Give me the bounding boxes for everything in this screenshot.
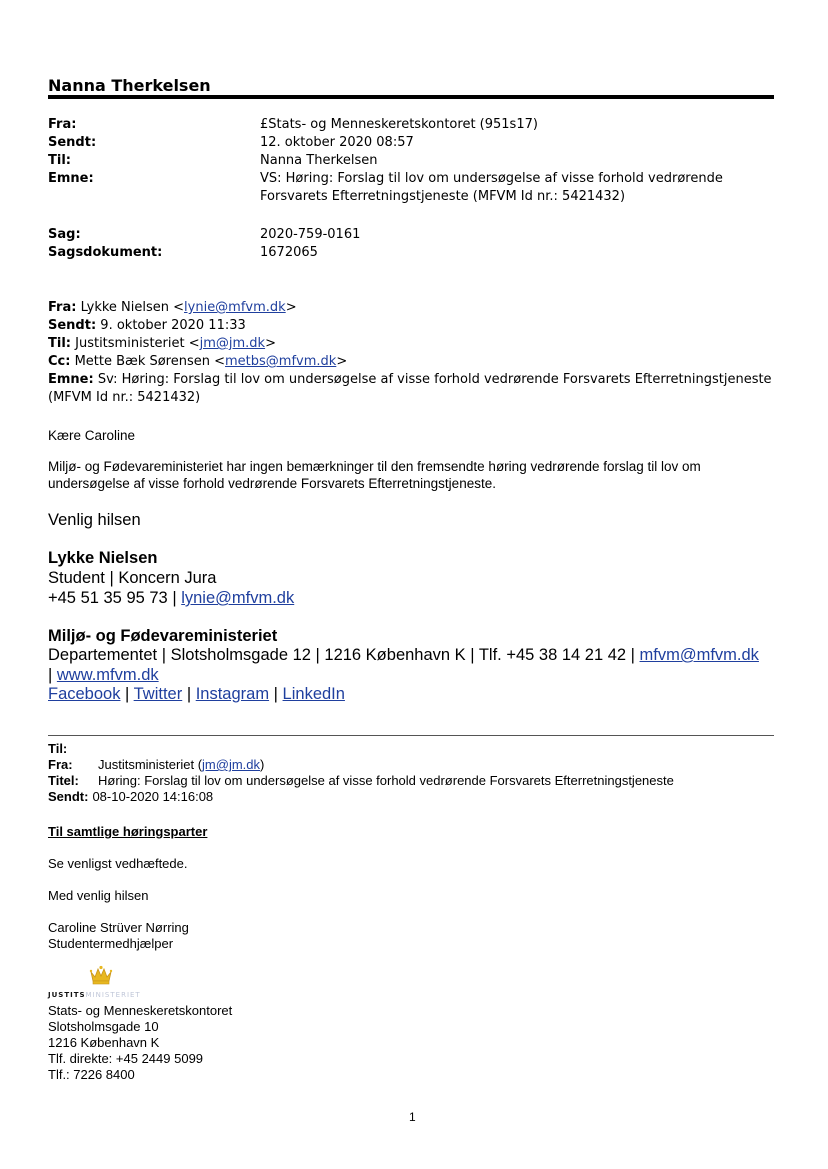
separator: | [48,666,57,684]
signature-title: Student | Koncern Jura [48,569,217,587]
org-name: Miljø- og Fødevareministeriet [48,627,278,645]
original-til-label: Til: [48,741,68,756]
forward-sendt-line [48,317,778,335]
forward-fra-label: Fra: [48,300,77,315]
separator: | [182,685,196,703]
meta-label: Sagsdokument: [48,245,163,260]
reply-greeting: Kære Caroline [48,428,136,443]
signature-email-link[interactable]: lynie@mfvm.dk [181,589,295,607]
twitter-link[interactable]: Twitter [133,685,183,703]
meta-label: Sag: [48,227,81,242]
forward-header [48,299,778,407]
divider [48,735,774,736]
original-fra-label: Fra: [48,757,73,772]
crown-icon [88,965,114,990]
instagram-link[interactable]: Instagram [195,685,270,703]
forward-sendt-label: Sendt: [48,318,97,333]
meta-value: VS: Høring: Forslag til lov om undersøgelse af visse forhold vedrørende Forsvarets Efterretningstjeneste (MFVM Id nr.: 5421432) [260,171,723,204]
original-sendt-value: 08-10-2020 14:16:08 [92,789,214,804]
office-city: 1216 København K [48,1035,160,1050]
facebook-link[interactable]: Facebook [48,685,121,703]
ministry-logo [48,991,141,999]
signature-phone: +45 51 35 95 73 | [48,589,182,607]
original-closing: Med venlig hilsen [48,888,149,903]
forward-til-name: Justitsministeriet < [75,336,200,351]
signature-name: Lykke Nielsen [48,549,158,567]
signature-contact [48,588,294,608]
org-email-link[interactable]: mfvm@mfvm.dk [639,646,759,664]
sender-name-title: Nanna Therkelsen [48,76,211,95]
page-number: 1 [409,1110,416,1124]
bracket: ) [260,757,265,772]
office-phone: Tlf.: 7226 8400 [48,1067,135,1082]
original-sendt-label: Sendt: [48,789,89,804]
bracket: > [336,354,348,369]
original-fra-value: Justitsministeriet ( [98,757,203,772]
forward-sendt-value: 9. oktober 2020 11:33 [100,318,246,333]
reply-closing: Venlig hilsen [48,511,141,529]
org-web-link[interactable]: www.mfvm.dk [56,666,159,684]
forward-emne-value: Sv: Høring: Forslag til lov om undersøgelse af visse forhold vedrørende Forsvarets Efterretningstjeneste (MFVM Id nr.: 5421432) [48,372,772,405]
original-titel-label: Titel: [48,773,79,788]
separator: | [120,685,134,703]
email-link[interactable]: metbs@mfvm.dk [225,354,337,369]
org-address-line [48,645,759,665]
logo-text-bold: JUSTITS [48,991,86,999]
separator: | [269,685,283,703]
meta-label: Fra: [48,117,77,132]
meta-value: 2020-759-0161 [260,227,361,242]
meta-label: Emne: [48,171,94,186]
meta-value: £Stats- og Menneskeretskontoret (951s17) [260,117,538,132]
email-link[interactable]: jm@jm.dk [202,757,261,772]
social-links [48,684,345,704]
meta-label: Sendt: [48,135,97,150]
recipients-heading: Til samtlige høringsparter [48,824,208,839]
original-titel-value: Høring: Forslag til lov om undersøgelse af visse forhold vedrørende Forsvarets Efterretningstjeneste [98,773,674,788]
forward-emne-line [48,371,778,407]
org-web-line [48,665,159,685]
bracket: > [265,336,276,351]
office-street: Slotsholmsgade 10 [48,1019,159,1034]
forward-emne-label: Emne: [48,372,94,387]
forward-fra-line [48,299,778,317]
meta-value: Nanna Therkelsen [260,153,378,168]
attachment-note: Se venligst vedhæftede. [48,856,188,871]
email-link[interactable]: jm@jm.dk [199,336,266,351]
forward-cc-name: Mette Bæk Sørensen < [74,354,226,369]
forward-fra-name: Lykke Nielsen < [80,300,185,315]
forward-til-line [48,335,778,353]
meta-value: 1672065 [260,245,318,260]
header-rule [48,95,774,99]
original-sendt-line [48,789,213,805]
meta-label: Til: [48,153,71,168]
original-sender-title: Studentermedhjælper [48,936,174,951]
linkedin-link[interactable]: LinkedIn [282,685,345,703]
email-link[interactable]: lynie@mfvm.dk [184,300,286,315]
office-phone-direct: Tlf. direkte: +45 2449 5099 [48,1051,204,1066]
original-til-line [48,741,98,757]
reply-body: Miljø- og Fødevareministeriet har ingen bemærkninger til den fremsendte høring vedrørende forslag til lov om undersøgelse af visse forhold vedrørende Forsvarets Efterretningstjeneste. [48,459,701,491]
forward-cc-label: Cc: [48,354,71,369]
meta-value: 12. oktober 2020 08:57 [260,135,414,150]
original-titel-line [48,773,674,789]
forward-cc-line [48,353,778,371]
forward-til-label: Til: [48,336,71,351]
original-sender-name: Caroline Strüver Nørring [48,920,189,935]
logo-text-light: MINISTERIET [85,991,141,999]
original-fra-line [48,757,264,773]
office-name: Stats- og Menneskeretskontoret [48,1003,233,1018]
org-address: Departementet | Slotsholmsgade 12 | 1216 København K | Tlf. +45 38 14 21 42 | [48,646,640,664]
bracket: > [285,300,297,315]
